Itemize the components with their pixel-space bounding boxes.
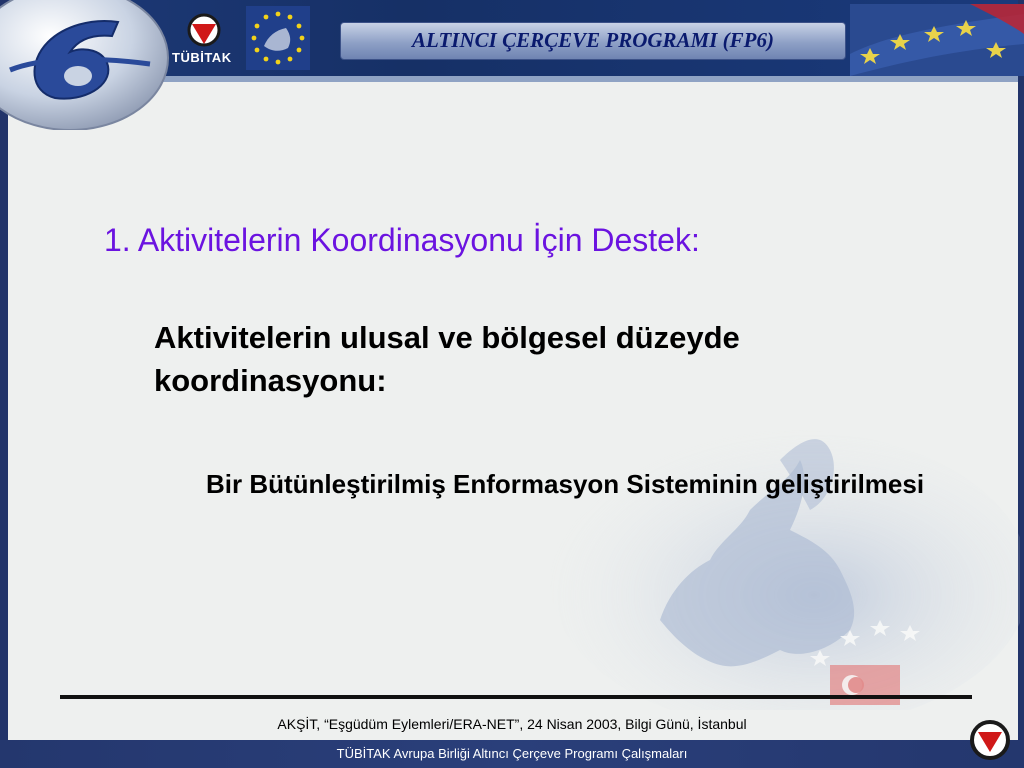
tubitak-footer-logo-icon — [968, 720, 1012, 760]
title-bar — [340, 22, 846, 60]
body-paragraph-2 — [154, 465, 954, 503]
section-heading: 1. Aktivitelerin Koordinasyonu İçin Destek: — [104, 222, 700, 258]
header-stars-icon — [850, 4, 1024, 76]
europe-map-background — [500, 420, 1020, 710]
footer-divider — [60, 695, 972, 699]
footer-bar — [0, 740, 1024, 768]
fp6-logo-icon — [0, 0, 170, 130]
tubitak-logo-text: TÜBİTAK — [172, 50, 232, 65]
body-paragraph-1: Aktivitelerin ulusal ve bölgesel düzeyde koordinasyonu: — [154, 320, 740, 398]
citation-text: AKŞİT, “Eşgüdüm Eylemleri/ERA-NET”, 24 Nisan 2003, Bilgi Günü, İstanbul — [277, 716, 747, 732]
body-paragraph-2-text: Bir Bütünleştirilmiş Enformasyon Sisteminin geliştirilmesi — [206, 469, 925, 499]
page-title: ALTINCI ÇERÇEVE PROGRAMI (FP6) — [412, 28, 774, 52]
footer-text: TÜBİTAK Avrupa Birliği Altıncı Çerçeve Programı Çalışmaları — [336, 746, 688, 761]
eu-stars-icon — [246, 6, 310, 70]
